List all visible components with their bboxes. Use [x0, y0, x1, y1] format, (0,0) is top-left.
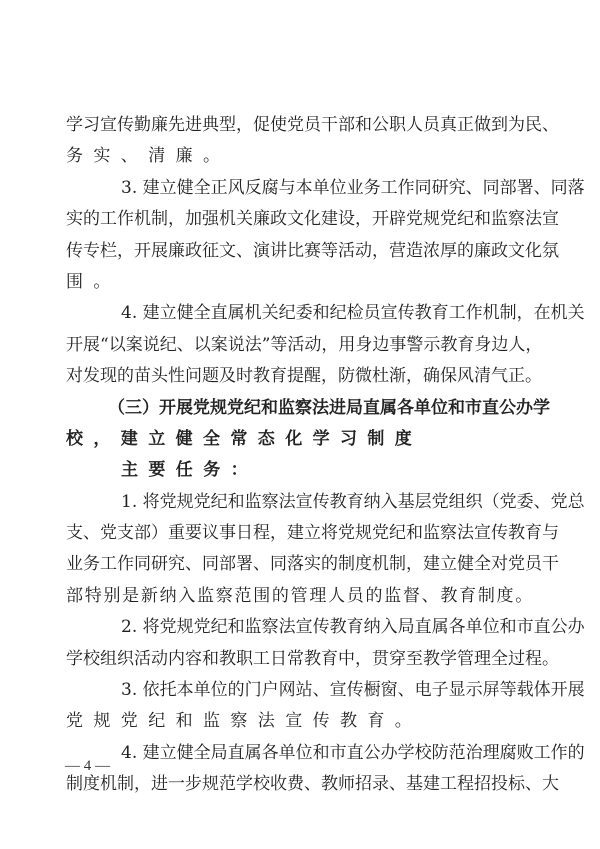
body-text: [66, 110, 585, 801]
heading-line: （三）开展党规党纪和监察法进局直属各单位和市直公办学: [108, 397, 550, 418]
text-line: 制度机制，进一步规范学校收费、教师招录、基建工程招投标、大: [66, 774, 559, 795]
text-line: 党规党纪和监察法宣传教育。: [66, 711, 423, 732]
paragraph-item-4: [66, 298, 585, 392]
text-line: 实的工作机制，加强机关廉政文化建设，开辟党规党纪和监察法宣: [66, 209, 559, 230]
text-line: 2. 将党规党纪和监察法宣传教育纳入局直属各单位和市直公办: [121, 617, 585, 638]
text-line: 4. 建立健全局直属各单位和市直公办学校防范治理腐败工作的: [121, 742, 585, 763]
text-line: 4. 建立健全直属机关纪委和纪检员宣传教育工作机制，在机关: [121, 303, 585, 324]
task-item-2: [66, 612, 585, 675]
main-tasks-label: [66, 455, 536, 486]
page-number: — 4 —: [65, 758, 110, 774]
text-line: 传专栏，开展廉政征文、演讲比赛等活动，营造浓厚的廉政文化氛: [66, 240, 559, 261]
text-line: 学习宣传勤廉先进典型，促使党员干部和公职人员真正做到为民、: [66, 115, 559, 135]
text-line: 1. 将党规党纪和监察法宣传教育纳入基层党组织（党委、党总: [121, 491, 585, 512]
text-line: 对发现的苗头性问题及时教育提醒，防微杜渐，确保风清气正。: [66, 366, 542, 387]
task-item-1: [66, 487, 585, 613]
paragraph-item-3: [66, 173, 585, 299]
text-line: 围。: [66, 271, 121, 292]
text-line: 学校组织活动内容和教职工日常教育中，贯穿至教学管理全过程。: [66, 648, 559, 669]
text-line: 业务工作同研究、同部署、同落实的制度机制，建立健全对党员干: [66, 554, 559, 575]
heading-line: 校，建立健全常态化学习制度: [66, 428, 423, 449]
text-line: 部特别是新纳入监察范围的管理人员的监督、教育制度。: [66, 585, 534, 606]
section-heading: [66, 393, 550, 456]
text-line: 开展“以案说纪、以案说法”等活动，用身边事警示教育身边人，: [66, 334, 543, 355]
task-item-3: [66, 675, 585, 738]
text-line: 务实、清廉。: [66, 146, 231, 167]
text-line: 3. 依托本单位的门户网站、宣传橱窗、电子显示屏等载体开展: [121, 680, 585, 701]
text-line: 支、党支部）重要议事日程，建立将党规党纪和监察法宣传教育与: [66, 523, 559, 544]
label-line: 主要任务：: [121, 460, 258, 481]
paragraph-continuation: [66, 110, 559, 173]
text-line: 3. 建立健全正风反腐与本单位业务工作同研究、同部署、同落: [121, 177, 585, 198]
task-item-4: [66, 738, 585, 801]
